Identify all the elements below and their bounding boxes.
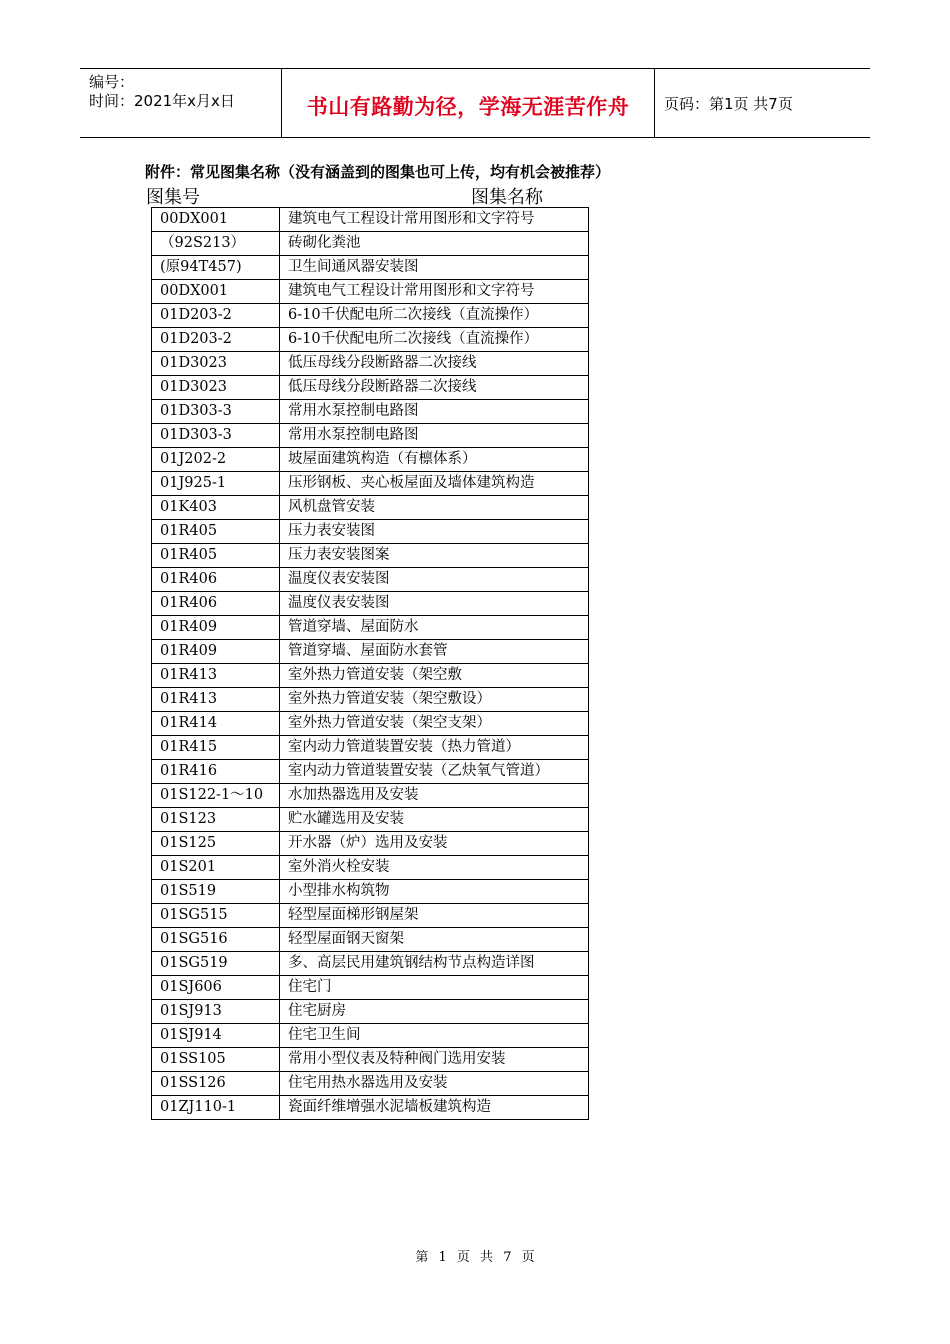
atlas-code-cell: 01R413 xyxy=(152,664,280,688)
atlas-code-cell: 01R406 xyxy=(152,568,280,592)
table-row xyxy=(152,496,589,520)
table-row xyxy=(152,808,589,832)
atlas-code-cell: 01J925-1 xyxy=(152,472,280,496)
atlas-code-cell: 01D3023 xyxy=(152,352,280,376)
atlas-table-body xyxy=(152,208,589,1120)
atlas-code-cell: 01R405 xyxy=(152,544,280,568)
atlas-name-cell: 水加热器选用及安装 xyxy=(280,784,589,808)
table-row xyxy=(152,928,589,952)
atlas-name-cell: 常用小型仪表及特种阀门选用安装 xyxy=(280,1048,589,1072)
table-row xyxy=(152,736,589,760)
table-row xyxy=(152,856,589,880)
atlas-name-cell: 风机盘管安装 xyxy=(280,496,589,520)
table-row xyxy=(152,400,589,424)
table-row xyxy=(152,784,589,808)
atlas-code-cell: 01J202-2 xyxy=(152,448,280,472)
atlas-code-cell: 01S125 xyxy=(152,832,280,856)
atlas-code-cell: 01SS105 xyxy=(152,1048,280,1072)
atlas-code-cell: 01ZJ110-1 xyxy=(152,1096,280,1120)
table-row xyxy=(152,976,589,1000)
table-row xyxy=(152,472,589,496)
table-row xyxy=(152,448,589,472)
atlas-name-cell: 建筑电气工程设计常用图形和文字符号 xyxy=(280,208,589,232)
atlas-code-cell: 00DX001 xyxy=(152,208,280,232)
atlas-name-cell: 常用水泵控制电路图 xyxy=(280,424,589,448)
table-row xyxy=(152,304,589,328)
header-motto-cell xyxy=(282,69,655,137)
table-row xyxy=(152,664,589,688)
atlas-name-cell: 砖砌化粪池 xyxy=(280,232,589,256)
atlas-code-cell: (原94T457) xyxy=(152,256,280,280)
atlas-code-cell: 01S122-1～10 xyxy=(152,784,280,808)
page-info: 页码：第1页 共7页 xyxy=(664,95,793,113)
table-row xyxy=(152,232,589,256)
atlas-name-cell: 压形钢板、夹心板屋面及墙体建筑构造 xyxy=(280,472,589,496)
atlas-name-cell: 室内动力管道装置安装（乙炔氧气管道） xyxy=(280,760,589,784)
atlas-code-cell: 01SG519 xyxy=(152,952,280,976)
atlas-code-cell: 01D303-3 xyxy=(152,424,280,448)
header-page-cell xyxy=(655,69,870,137)
atlas-code-cell: 01R409 xyxy=(152,640,280,664)
table-row xyxy=(152,688,589,712)
atlas-code-cell: 01R415 xyxy=(152,736,280,760)
table-row xyxy=(152,880,589,904)
atlas-name-cell: 管道穿墙、屋面防水套管 xyxy=(280,640,589,664)
table-row xyxy=(152,520,589,544)
table-row xyxy=(152,352,589,376)
header-info-cell xyxy=(80,69,282,137)
atlas-code-cell: 01SG516 xyxy=(152,928,280,952)
motto: 书山有路勤为径，学海无涯苦作舟 xyxy=(306,95,630,119)
atlas-name-cell: 压力表安装图 xyxy=(280,520,589,544)
table-row xyxy=(152,952,589,976)
table-row xyxy=(152,208,589,232)
atlas-code-cell: 01R416 xyxy=(152,760,280,784)
table-row xyxy=(152,568,589,592)
atlas-table xyxy=(151,207,589,1120)
attachment-note: 附件：常见图集名称（没有涵盖到的图集也可上传，均有机会被推荐） xyxy=(145,163,611,181)
atlas-name-cell: 多、高层民用建筑钢结构节点构造详图 xyxy=(280,952,589,976)
atlas-name-cell: 住宅用热水器选用及安装 xyxy=(280,1072,589,1096)
table-row xyxy=(152,592,589,616)
atlas-name-cell: 管道穿墙、屋面防水 xyxy=(280,616,589,640)
atlas-name-cell: 建筑电气工程设计常用图形和文字符号 xyxy=(280,280,589,304)
column-header-code: 图集号 xyxy=(146,187,200,208)
atlas-name-cell: 轻型屋面梯形钢屋架 xyxy=(280,904,589,928)
atlas-code-cell: 01D203-2 xyxy=(152,304,280,328)
table-row xyxy=(152,544,589,568)
atlas-code-cell: 01R409 xyxy=(152,616,280,640)
atlas-name-cell: 室内动力管道装置安装（热力管道） xyxy=(280,736,589,760)
atlas-name-cell: 瓷面纤维增强水泥墙板建筑构造 xyxy=(280,1096,589,1120)
atlas-code-cell: 01SG515 xyxy=(152,904,280,928)
atlas-name-cell: 开水器（炉）选用及安装 xyxy=(280,832,589,856)
serial-label: 编号： xyxy=(89,73,135,91)
atlas-code-cell: 01S123 xyxy=(152,808,280,832)
table-row xyxy=(152,328,589,352)
table-row xyxy=(152,1096,589,1120)
atlas-code-cell: 01D203-2 xyxy=(152,328,280,352)
atlas-name-cell: 低压母线分段断路器二次接线 xyxy=(280,352,589,376)
atlas-code-cell: 01K403 xyxy=(152,496,280,520)
atlas-code-cell: 01SJ606 xyxy=(152,976,280,1000)
atlas-code-cell: 01R405 xyxy=(152,520,280,544)
table-row xyxy=(152,1048,589,1072)
atlas-name-cell: 室外热力管道安装（架空支架） xyxy=(280,712,589,736)
atlas-code-cell: 01SS126 xyxy=(152,1072,280,1096)
table-row xyxy=(152,904,589,928)
page-footer: 第 1 页 共 7 页 xyxy=(415,1250,535,1265)
table-row xyxy=(152,760,589,784)
atlas-code-cell: 01SJ914 xyxy=(152,1024,280,1048)
atlas-name-cell: 坡屋面建筑构造（有檩体系） xyxy=(280,448,589,472)
atlas-code-cell: 01R413 xyxy=(152,688,280,712)
atlas-code-cell: 01D303-3 xyxy=(152,400,280,424)
atlas-name-cell: 住宅门 xyxy=(280,976,589,1000)
table-row xyxy=(152,424,589,448)
atlas-name-cell: 小型排水构筑物 xyxy=(280,880,589,904)
atlas-name-cell: 6-10千伏配电所二次接线（直流操作） xyxy=(280,328,589,352)
table-row xyxy=(152,832,589,856)
atlas-code-cell: 01D3023 xyxy=(152,376,280,400)
atlas-name-cell: 温度仪表安装图 xyxy=(280,568,589,592)
atlas-code-cell: 01SJ913 xyxy=(152,1000,280,1024)
atlas-name-cell: 压力表安装图案 xyxy=(280,544,589,568)
table-row xyxy=(152,640,589,664)
time-label: 时间：2021年x月x日 xyxy=(89,92,235,110)
atlas-code-cell: 01R406 xyxy=(152,592,280,616)
table-row xyxy=(152,1000,589,1024)
atlas-name-cell: 轻型屋面钢天窗架 xyxy=(280,928,589,952)
atlas-name-cell: 常用水泵控制电路图 xyxy=(280,400,589,424)
atlas-name-cell: 住宅卫生间 xyxy=(280,1024,589,1048)
atlas-name-cell: 室外热力管道安装（架空敷 xyxy=(280,664,589,688)
atlas-code-cell: 01S201 xyxy=(152,856,280,880)
page-header xyxy=(80,68,870,138)
atlas-name-cell: 室外消火栓安装 xyxy=(280,856,589,880)
atlas-name-cell: 室外热力管道安装（架空敷设） xyxy=(280,688,589,712)
atlas-name-cell: 6-10千伏配电所二次接线（直流操作） xyxy=(280,304,589,328)
table-row xyxy=(152,712,589,736)
table-row xyxy=(152,256,589,280)
atlas-name-cell: 温度仪表安装图 xyxy=(280,592,589,616)
atlas-code-cell: （92S213） xyxy=(152,232,280,256)
table-row xyxy=(152,1072,589,1096)
atlas-code-cell: 01S519 xyxy=(152,880,280,904)
table-row xyxy=(152,376,589,400)
table-row xyxy=(152,280,589,304)
atlas-name-cell: 卫生间通风器安装图 xyxy=(280,256,589,280)
table-row xyxy=(152,1024,589,1048)
table-row xyxy=(152,616,589,640)
atlas-code-cell: 01R414 xyxy=(152,712,280,736)
atlas-code-cell: 00DX001 xyxy=(152,280,280,304)
column-header-name: 图集名称 xyxy=(471,187,543,208)
atlas-name-cell: 住宅厨房 xyxy=(280,1000,589,1024)
atlas-name-cell: 低压母线分段断路器二次接线 xyxy=(280,376,589,400)
atlas-name-cell: 贮水罐选用及安装 xyxy=(280,808,589,832)
